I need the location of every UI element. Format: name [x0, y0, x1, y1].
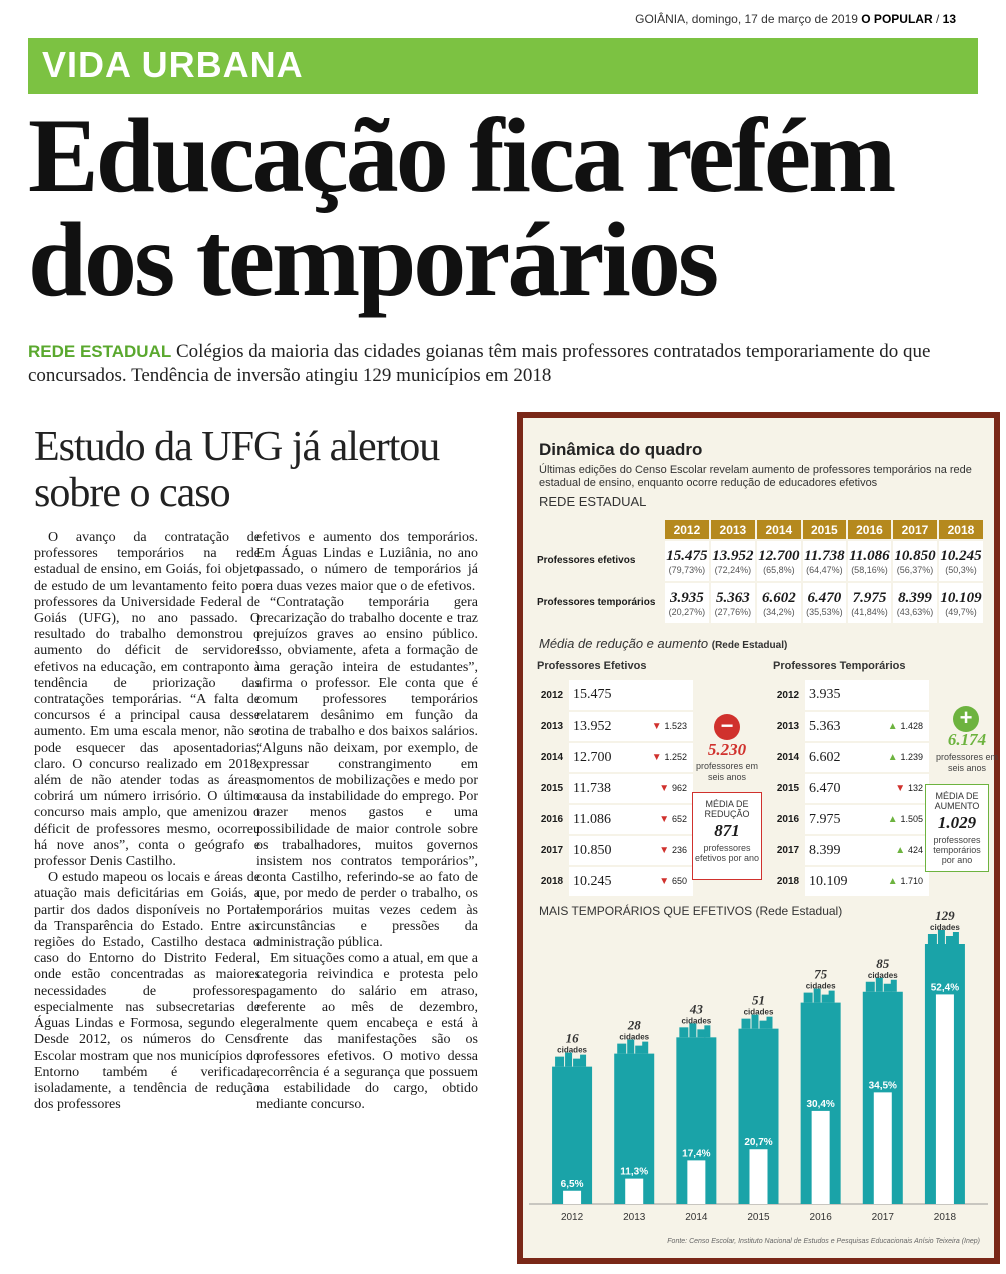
census-value: 6.470: [807, 589, 842, 606]
chart-percent-label: 11,3%: [620, 1166, 649, 1178]
temporarios-avg-value: 1.029: [937, 813, 977, 832]
temporarios-total-sub: professores em seis anos: [935, 752, 999, 773]
side-delta-cell: [631, 773, 693, 804]
side-delta-cell: [867, 835, 929, 866]
chart-percent-bar: [625, 1179, 643, 1204]
side-value: 6.602: [805, 742, 867, 773]
efetivos-avg-head: MÉDIA DE REDUÇÃO: [704, 799, 750, 819]
article-column-2: [256, 530, 478, 1113]
census-year: 2015: [802, 519, 847, 540]
side-year: 2017: [535, 835, 569, 866]
chart-cities-unit: cidades: [930, 923, 960, 932]
side-value: 12.700: [569, 742, 631, 773]
chart-percent-label: 30,4%: [806, 1098, 835, 1110]
side-value: 10.109: [805, 866, 867, 897]
side-year: 2014: [771, 742, 805, 773]
arrow-up-icon: ▲: [887, 876, 901, 887]
census-value: 11.086: [849, 547, 890, 564]
census-value: 10.245: [940, 547, 982, 564]
header-separator: /: [935, 12, 940, 26]
chart-skyline: [928, 930, 959, 944]
temporarios-table: [771, 680, 929, 898]
side-row: [535, 742, 693, 773]
census-year: 2016: [847, 519, 892, 540]
side-row: [771, 866, 929, 897]
side-delta-cell: [631, 866, 693, 897]
side-row: [535, 711, 693, 742]
arrow-down-icon: ▼: [659, 876, 672, 887]
chart-x-label: 2016: [809, 1212, 832, 1223]
side-delta: 236: [671, 845, 687, 855]
plus-icon: +: [953, 706, 979, 732]
chart-skyline: [555, 1053, 586, 1067]
side-value: 13.952: [569, 711, 631, 742]
chart-cities-unit: cidades: [619, 1032, 650, 1042]
article-paragraph: efetivos e aumento dos temporários. Em Águas Lindas e Luziânia, no ano passado, o número de temporários já era duas vezes maior que o de efetivos.: [256, 530, 478, 594]
side-delta-cell: [867, 742, 929, 773]
census-cell: [664, 582, 710, 624]
census-cell: [802, 540, 847, 582]
side-delta: 1.428: [900, 721, 923, 731]
chart-percent-label: 20,7%: [744, 1137, 773, 1149]
temporarios-avg-sub: professores temporários por ano: [933, 835, 981, 865]
census-percent: (41,84%): [851, 606, 888, 617]
chart-skyline: [804, 989, 835, 1003]
side-value: 10.850: [569, 835, 631, 866]
side-row: [535, 835, 693, 866]
census-cell: [710, 582, 756, 624]
infographic-title: Dinâmica do quadro: [539, 440, 703, 459]
chart-percent-bar: [687, 1160, 705, 1204]
census-value: 10.109: [940, 589, 982, 606]
census-cell: [938, 582, 984, 624]
side-value: 11.738: [569, 773, 631, 804]
census-value: 11.738: [804, 547, 845, 564]
section-name: VIDA URBANA: [42, 44, 304, 85]
infographic-subtitle: Últimas edições do Censo Escolar revelam aumento de professores temporários na rede estadual de ensino, enquanto ocorre redução de educadores efetivos: [539, 464, 972, 489]
side-delta-cell: [631, 804, 693, 835]
chart-percent-bar: [750, 1149, 768, 1204]
chart-x-label: 2013: [623, 1212, 646, 1223]
article-column-1: [34, 530, 260, 1113]
census-value: 6.602: [761, 589, 796, 606]
census-percent: (65,8%): [763, 564, 795, 575]
chart-cities-value: 51: [752, 992, 765, 1008]
side-delta: 1.710: [900, 876, 923, 886]
side-year: 2012: [535, 680, 569, 711]
side-year: 2018: [771, 866, 805, 897]
chart-percent-bar: [936, 994, 954, 1204]
chart-skyline: [679, 1023, 710, 1037]
arrow-down-icon: ▼: [651, 721, 665, 732]
chart-percent-label: 52,4%: [930, 982, 960, 994]
chart-cities-unit: cidades: [805, 981, 836, 991]
census-row-label: Professores efetivos: [536, 540, 664, 582]
infographic-network: REDE ESTADUAL: [539, 494, 647, 509]
census-percent: (49,7%): [945, 606, 977, 617]
census-year: 2017: [892, 519, 938, 540]
side-delta: 132: [907, 783, 923, 793]
arrow-down-icon: ▼: [651, 752, 665, 763]
census-year: 2014: [756, 519, 802, 540]
side-row: [771, 742, 929, 773]
side-year: 2016: [771, 804, 805, 835]
header-place-date: GOIÂNIA, domingo, 17 de março de 2019: [635, 12, 858, 26]
side-row: [535, 773, 693, 804]
census-cell: [756, 582, 802, 624]
chart-percent-bar: [812, 1111, 830, 1204]
side-row: [771, 773, 929, 804]
census-value: 3.935: [670, 589, 704, 606]
census-value: 5.363: [716, 589, 750, 606]
side-year: 2013: [771, 711, 805, 742]
chart-x-label: 2015: [747, 1212, 770, 1223]
efetivos-avg-box: [692, 792, 762, 880]
census-value: 8.399: [898, 589, 932, 606]
article-paragraph: O avanço da contratação de professores temporários na rede estadual de ensino, em Goiás, foi objeto de estudo de um levantamento feito por professores da Universidade Federal de Goiás (UFG), no ano passado. O resultado do trabalho demonstrou o aumento do déficit de servidores efetivos na educação, em contraponto à tendência de priorização das contratações temporárias. “A falta de concursos é a principal causa desse aumento. Em uma escala menor, não se pode esquecer das aposentadorias, claro. O concurso realizado em 2018, além de não atender todas as áreas, cobrirá um número irrisório. O último concurso mais amplo, que amenizou o déficit de professores mesmo, ocorreu há nove anos”, conta o geógrafo e professor Denis Castilho.: [34, 530, 260, 870]
census-cell: [847, 540, 892, 582]
side-delta-cell: [631, 680, 693, 711]
census-cell: [847, 582, 892, 624]
arrow-up-icon: ▲: [887, 721, 901, 732]
side-value: 3.935: [805, 680, 867, 711]
census-percent: (58,16%): [851, 564, 888, 575]
census-percent: (64,47%): [806, 564, 843, 575]
arrow-down-icon: ▼: [659, 814, 672, 825]
side-value: 8.399: [805, 835, 867, 866]
side-delta: 1.505: [900, 814, 923, 824]
side-year: 2017: [771, 835, 805, 866]
temporarios-total: 6.174: [947, 730, 987, 749]
census-cell: [892, 540, 938, 582]
census-year: 2012: [664, 519, 710, 540]
chart-source: Fonte: Censo Escolar, Instituto Nacional de Estudos e Pesquisas Educacionais Anísio Teixeira (Inep): [667, 1238, 980, 1245]
cities-chart: [529, 904, 988, 1256]
census-header-row: [536, 519, 984, 540]
infographic-paper: [523, 418, 999, 1258]
census-value: 13.952: [712, 547, 754, 564]
census-percent: (20,27%): [668, 606, 706, 617]
header-paper-name: O POPULAR: [861, 12, 933, 26]
chart-percent-label: 34,5%: [868, 1080, 897, 1092]
census-percent: (50,3%): [945, 564, 977, 575]
lead-text: Colégios da maioria das cidades goianas têm mais professores contratados temporariamente do que concursados. Tendência de inversão atingiu 129 municípios em 2018: [28, 341, 931, 386]
side-row: [535, 804, 693, 835]
side-row: [535, 866, 693, 897]
census-value: 15.475: [666, 547, 708, 564]
lead: [28, 340, 978, 388]
census-value: 10.850: [894, 547, 936, 564]
arrow-up-icon: ▲: [895, 845, 908, 856]
side-value: 15.475: [569, 680, 631, 711]
headline: Educação fica refém dos temporários: [28, 97, 894, 318]
chart-percent-bar: [874, 1092, 892, 1204]
side-delta-cell: [631, 835, 693, 866]
chart-percent-label: 17,4%: [682, 1148, 711, 1160]
side-row: [771, 804, 929, 835]
arrow-down-icon: ▼: [895, 783, 908, 794]
chart-title-text: MAIS TEMPORÁRIOS QUE EFETIVOS: [539, 904, 753, 918]
chart-svg: [529, 904, 988, 1236]
census-table: [535, 518, 985, 625]
chart-percent-bar: [563, 1191, 581, 1204]
chart-cities-value: 129: [935, 908, 955, 923]
census-percent: (72,24%): [714, 564, 752, 575]
census-value: 12.700: [758, 547, 800, 564]
side-row: [771, 711, 929, 742]
chart-cities-unit: cidades: [557, 1045, 587, 1055]
census-cell: [710, 540, 756, 582]
census-year: 2013: [710, 519, 756, 540]
side-value: 10.245: [569, 866, 631, 897]
side-delta-cell: [867, 866, 929, 897]
census-percent: (27,76%): [714, 606, 752, 617]
side-delta-cell: [631, 742, 693, 773]
chart-skyline: [742, 1015, 773, 1029]
chart-cities-value: 16: [565, 1030, 579, 1046]
side-delta-cell: [867, 711, 929, 742]
header-info: [635, 12, 956, 26]
side-delta: 652: [671, 814, 687, 824]
census-percent: (79,73%): [668, 564, 706, 575]
side-row: [771, 835, 929, 866]
header-page-number: 13: [942, 12, 956, 26]
side-delta: 1.523: [664, 721, 687, 731]
arrow-down-icon: ▼: [659, 783, 672, 794]
chart-x-label: 2017: [871, 1212, 894, 1223]
chart-cities-unit: cidades: [681, 1016, 712, 1026]
side-value: 6.470: [805, 773, 867, 804]
chart-cities-value: 85: [876, 955, 890, 971]
side-delta-cell: [867, 804, 929, 835]
census-cell: [892, 582, 938, 624]
arrow-down-icon: ▼: [659, 845, 672, 856]
article-paragraph: “Contratação temporária gera precarização do trabalho docente e traz prejuízos graves ao ensino público. Isso, obviamente, afeta a formação de uma geração inteira de estudantes”, afirma o professor. Ele conta que é comum professores temporários relatarem desânimo em função da rotina de trabalho e dos baixos salários. “Alguns não deixam, por exemplo, de expressar constrangimento em momentos de mobilizações e medo por causa da instabilidade do emprego. Por trazer menos gastos e uma possibilidade de maior controle sobre os trabalhadores, muitos governos insistem nos contratos temporários”, conta Castilho, referindo-se ao fato de que, por medo de perder o trabalho, os temporários muitas vezes cedem às circunstâncias e pressões da administração pública.: [256, 594, 478, 951]
census-header-blank: [536, 519, 664, 540]
side-row: [771, 680, 929, 711]
side-delta: 424: [907, 845, 923, 855]
side-year: 2012: [771, 680, 805, 711]
efetivos-total: 5.230: [707, 740, 747, 759]
efetivos-avg-value: 871: [714, 821, 740, 840]
infographic: [517, 412, 1000, 1264]
census-row: [536, 540, 984, 582]
side-year: 2016: [535, 804, 569, 835]
side-year: 2014: [535, 742, 569, 773]
chart-x-label: 2018: [933, 1212, 957, 1223]
side-value: 5.363: [805, 711, 867, 742]
efetivos-total-sub: professores em seis anos: [695, 761, 759, 782]
side-delta: 650: [671, 876, 687, 886]
side-year: 2015: [535, 773, 569, 804]
side-delta-cell: [867, 680, 929, 711]
efetivos-title: Professores Efetivos: [537, 660, 647, 672]
subhead: Estudo da UFG já alertou sobre o caso: [34, 424, 440, 516]
chart-cities-value: 43: [689, 1001, 703, 1017]
census-percent: (34,2%): [763, 606, 795, 617]
census-year: 2018: [938, 519, 984, 540]
efetivos-avg-sub: professores efetivos por ano: [694, 843, 760, 863]
article-paragraph: O estudo mapeou os locais e áreas de atuação mais deficitárias em Goiás, a partir dos dados disponíveis no Portal da Transparência do Estado. Entre as regiões do Estado, Castilho destaca o caso do Entorno do Distrito Federal, onde estão concentradas as maiores necessidades de professores, especialmente nas subsecretarias de Águas Lindas e Formosa, segundo ele. Desde 2012, os números do Censo Escolar mostram que nos municípios do Entorno também é verificada, isoladamente, a tendência de redução dos professores: [34, 870, 260, 1113]
page-header: [0, 10, 1006, 32]
chart-x-label: 2014: [685, 1212, 708, 1223]
temporarios-title: Professores Temporários: [773, 660, 906, 672]
media-title: [539, 636, 787, 651]
side-delta: 1.239: [900, 752, 923, 762]
section-banner: [28, 38, 978, 94]
chart-skyline: [617, 1040, 648, 1054]
census-percent: (35,53%): [806, 606, 843, 617]
media-title-text: Média de redução e aumento: [539, 636, 709, 651]
chart-cities-unit: cidades: [743, 1007, 774, 1017]
lead-kicker: REDE ESTADUAL: [28, 342, 172, 361]
census-row: [536, 582, 984, 624]
chart-cities-value: 75: [814, 966, 828, 982]
census-cell: [664, 540, 710, 582]
chart-title-note: (Rede Estadual): [755, 904, 843, 918]
temporarios-avg-box: [925, 784, 989, 872]
census-percent: (56,37%): [896, 564, 934, 575]
side-year: 2013: [535, 711, 569, 742]
chart-percent-label: 6,5%: [560, 1178, 584, 1190]
census-body: [536, 540, 984, 624]
census-value: 7.975: [852, 589, 887, 606]
census-row-label: Professores temporários: [536, 582, 664, 624]
side-delta: 1.252: [664, 752, 687, 762]
chart-skyline: [866, 978, 897, 992]
side-year: 2018: [535, 866, 569, 897]
census-cell: [938, 540, 984, 582]
article-paragraph: Em situações como a atual, em que a categoria reivindica e protesta pelo pagamento do salário em atraso, referente ao mês de dezembro, geralmente quem encabeça e está à frente das manifestações são os professores efetivos. O motivo dessa recorrência é a segurança que possuem na estabilidade do cargo, obtido mediante concurso.: [256, 951, 478, 1113]
media-title-note: (Rede Estadual): [711, 640, 788, 651]
side-value: 11.086: [569, 804, 631, 835]
census-cell: [756, 540, 802, 582]
chart-cities-value: 28: [627, 1017, 641, 1033]
efetivos-table: [535, 680, 693, 898]
side-delta-cell: [631, 711, 693, 742]
arrow-up-icon: ▲: [887, 814, 901, 825]
minus-icon: −: [714, 714, 740, 740]
side-delta: 962: [671, 783, 687, 793]
census-cell: [802, 582, 847, 624]
side-value: 7.975: [805, 804, 867, 835]
side-delta-cell: [867, 773, 929, 804]
chart-x-label: 2012: [560, 1212, 584, 1223]
side-year: 2015: [771, 773, 805, 804]
census-percent: (43,63%): [896, 606, 934, 617]
chart-title: [539, 904, 842, 918]
side-row: [535, 680, 693, 711]
chart-cities-unit: cidades: [867, 970, 898, 980]
arrow-up-icon: ▲: [887, 752, 901, 763]
temporarios-avg-head: MÉDIA DE AUMENTO: [934, 791, 980, 811]
